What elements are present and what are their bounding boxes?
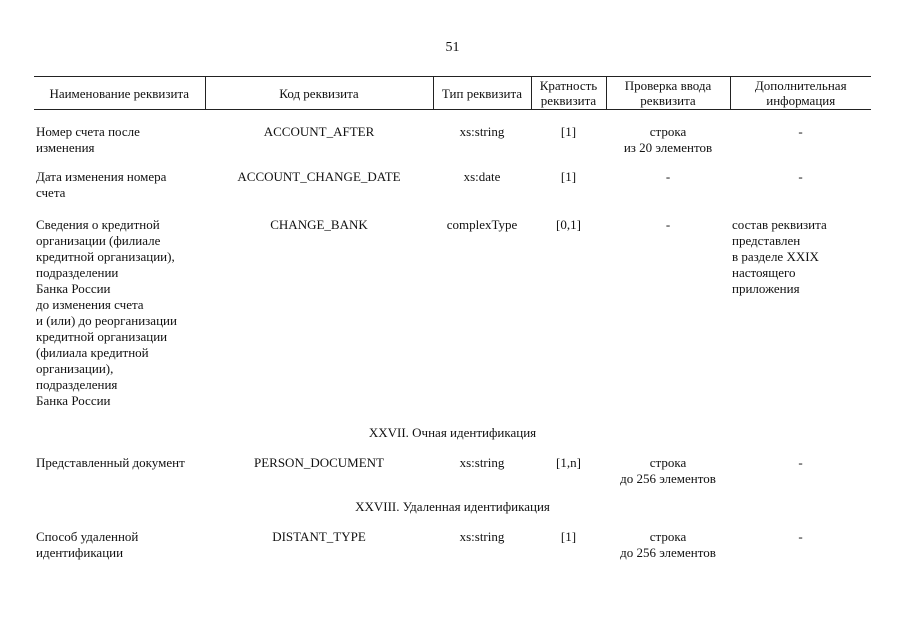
row-multiplicity: [1]	[560, 169, 577, 184]
header-additional-info: Дополнительная информация	[730, 77, 871, 110]
table-row	[34, 156, 871, 201]
row-check: строка из 20 элементов	[623, 124, 713, 155]
header-requisite-name: Наименование реквизита	[34, 77, 205, 110]
row-check: -	[665, 217, 671, 232]
page-number: 51	[445, 40, 460, 55]
row-check: строка до 256 элементов	[620, 455, 716, 486]
row-name: Представленный документ	[36, 455, 185, 470]
row-info: состав реквизита представлен в разделе XXIX настоящего приложения	[732, 217, 827, 296]
row-info: -	[798, 124, 803, 139]
header-requisite-code: Код реквизита	[205, 77, 433, 110]
row-info: -	[798, 529, 803, 544]
section-title-xxvii: XXVII. Очная идентификация	[368, 425, 537, 440]
row-code: ACCOUNT_CHANGE_DATE	[237, 169, 401, 184]
section-row	[34, 487, 871, 517]
table-row	[34, 517, 871, 561]
header-requisite-type: Тип реквизита	[433, 77, 531, 110]
row-name: Сведения о кредитной организации (филиале кредитной организации), подразделении Банка России до изменения счета и (или) до реорганизации кредитной организации (филиала кредитной организации), подразделения Банка России	[36, 217, 177, 408]
row-info: -	[798, 455, 803, 470]
row-multiplicity: [1]	[560, 529, 577, 544]
table-row	[34, 443, 871, 487]
header-input-check: Проверка ввода реквизита	[606, 77, 730, 110]
row-code: CHANGE_BANK	[270, 217, 368, 232]
row-name: Номер счета после изменения	[36, 124, 140, 155]
row-multiplicity: [0,1]	[556, 217, 581, 232]
row-multiplicity: [1,n]	[556, 455, 581, 470]
row-name: Дата изменения номера счета	[36, 169, 167, 200]
header-requisite-multiplicity: Кратность реквизита	[531, 77, 606, 110]
row-type: xs:date	[463, 169, 501, 184]
section-row	[34, 409, 871, 443]
row-multiplicity: [1]	[560, 124, 577, 139]
row-type: xs:string	[459, 124, 505, 139]
requisites-table	[34, 76, 871, 561]
row-type: xs:string	[459, 529, 505, 544]
row-info: -	[798, 169, 803, 184]
row-name: Способ удаленной идентификации	[36, 529, 139, 560]
section-title-xxviii: XXVIII. Удаленная идентификация	[355, 499, 550, 514]
row-code: ACCOUNT_AFTER	[263, 124, 375, 139]
table-header-row	[34, 77, 871, 110]
row-check: строка до 256 элементов	[620, 529, 716, 560]
table-row	[34, 201, 871, 409]
row-code: DISTANT_TYPE	[272, 529, 366, 544]
table-row	[34, 110, 871, 157]
row-type: xs:string	[459, 455, 505, 470]
row-type: complexType	[446, 217, 518, 232]
row-code: PERSON_DOCUMENT	[253, 455, 384, 470]
row-check: -	[665, 169, 671, 184]
